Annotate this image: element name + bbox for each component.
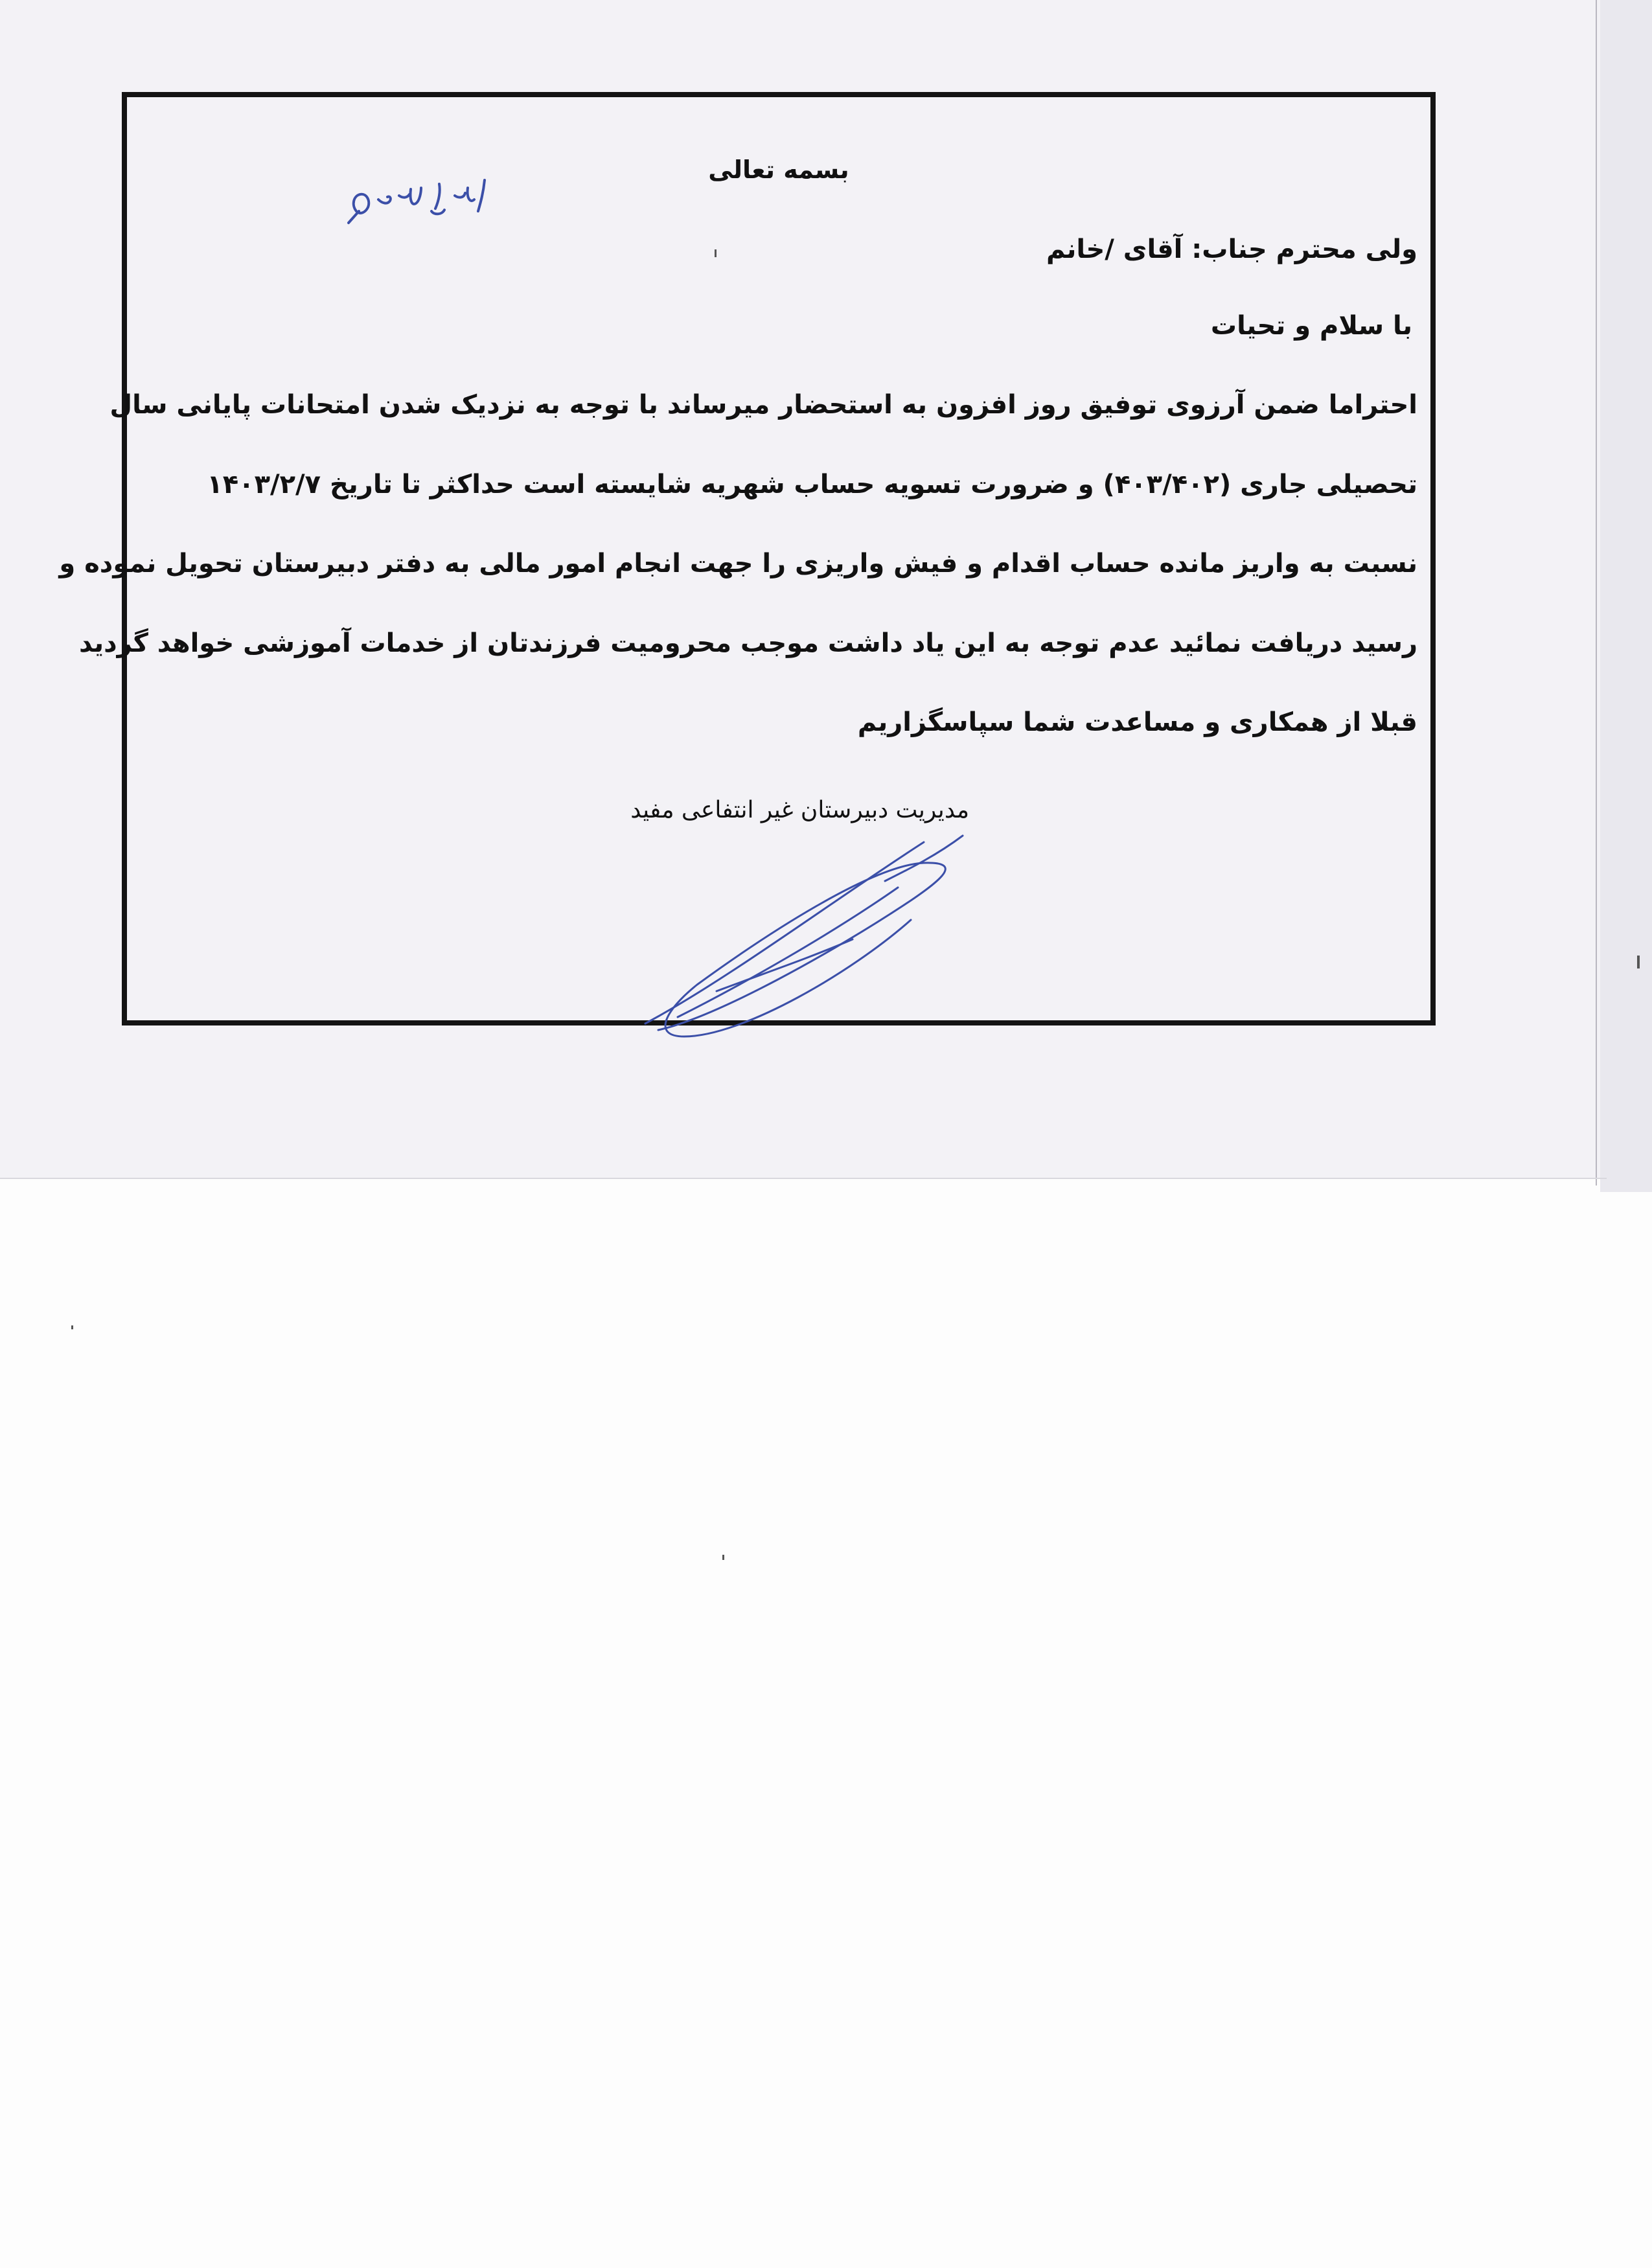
scan-artifact — [1637, 956, 1640, 968]
body-line-5: قبلا از همکاری و مساعدت شما سپاسگزاریم — [857, 707, 1417, 737]
letter-heading: بسمه تعالی — [708, 155, 849, 184]
scan-artifact — [715, 249, 717, 257]
body-line-3: نسبت به واریز مانده حساب اقدام و فیش واریزی را جهت انجام امور مالی به دفتر دبیرستان تحویل نموده و — [59, 549, 1417, 578]
signature-image — [639, 823, 976, 1056]
scan-artifact — [71, 1325, 73, 1329]
handwritten-date-image — [345, 170, 494, 241]
body-line-4: رسید دریافت نمائید عدم توجه به این یاد داشت موجب محرومیت فرزندتان از خدمات آموزشی خواهد گردید — [79, 628, 1417, 658]
school-management-signature-line: مدیریت دبیرستان غیر انتفاعی مفید — [630, 797, 969, 823]
greeting-line: با سلام و تحیات — [1210, 311, 1412, 341]
scanner-edge-line — [1596, 0, 1597, 1186]
scan-artifact — [722, 1555, 724, 1560]
body-line-2: تحصیلی جاری (۴۰۳/۴۰۲) و ضرورت تسویه حساب شهریه شایسته است حداکثر تا تاریخ ۱۴۰۳/۲/۷ — [207, 470, 1417, 499]
salutation-line: ولی محترم جناب: آقای /خانم — [1046, 235, 1417, 264]
letter-frame — [59, 92, 1436, 1025]
scanner-edge — [1600, 0, 1652, 1192]
letter-body — [59, 97, 1430, 1020]
body-line-1: احتراما ضمن آرزوی توفیق روز افزون به استحضار میرساند با توجه به نزدیک شدن امتحانات پایانی سال — [109, 390, 1417, 420]
paper-bottom-edge — [0, 1178, 1607, 1179]
